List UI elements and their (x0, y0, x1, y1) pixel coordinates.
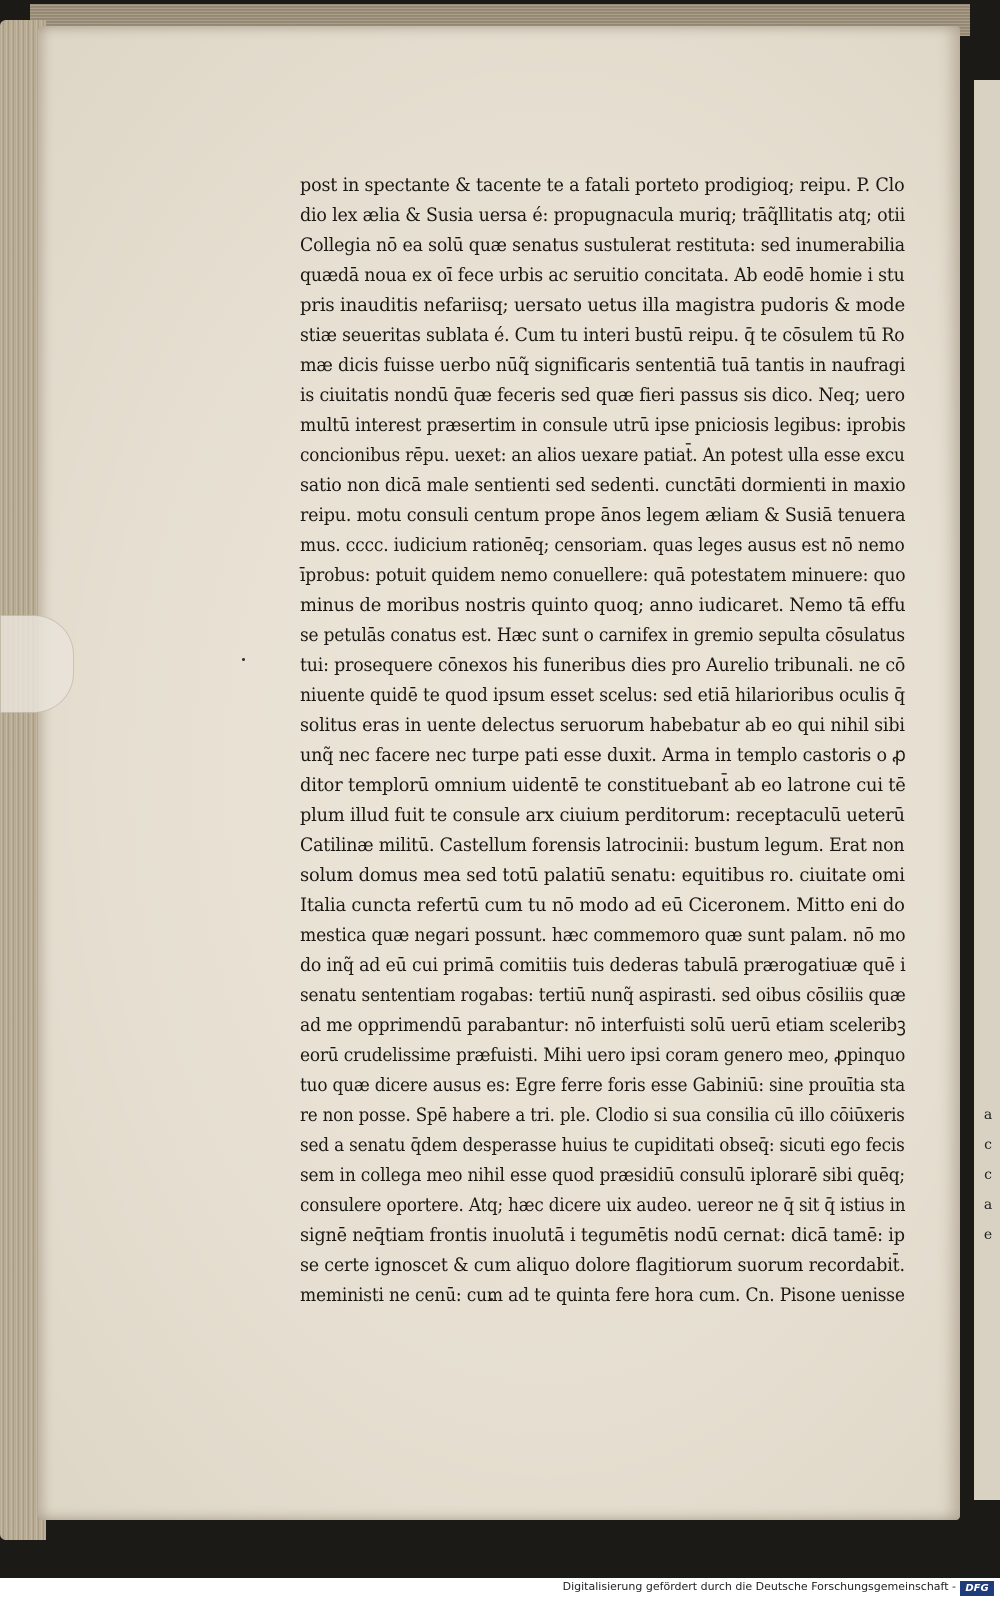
text-line: re non posse. Spē habere a tri. ple. Clodio si sua consilia cū illo cōiūxeris (300, 1104, 905, 1126)
adjacent-page-letters (978, 1100, 998, 1330)
margin-letter: a (983, 1197, 993, 1213)
text-line: Catilinæ militū. Castellum forensis latrocinii: bustum legum. Erat non (300, 834, 905, 856)
text-line: senatu sententiam rogabas: tertiū nunq̃ aspirasti. sed oibus cōsiliis quæ (300, 984, 906, 1006)
text-line: se petulās conatus est. Hæc sunt o carnifex in gremio sepulta cōsulatus (300, 624, 905, 646)
text-line: consulere oportere. Atq; hæc dicere uix audeo. uereor ne q̄ sit q̄ istius in (300, 1194, 906, 1216)
text-line: mestica quæ negari possunt. hæc commemoro quæ sunt palam. nō mo (300, 924, 906, 946)
text-line: meministi ne cenū: cum ad te quinta fere hora cum. Cn. Pisone uenisse (300, 1284, 905, 1306)
funding-credit: Digitalisierung gefördert durch die Deutsche Forschungsgemeinschaft - (562, 1580, 956, 1593)
text-line: post in spectante & tacente te a fatali porteto prodigioq; reipu. P. Clo (300, 174, 905, 196)
text-line: concionibus rēpu. uexet: an alios uexare patiat̄. An potest ulla esse excu (300, 444, 905, 466)
text-line: tuo quæ dicere ausus es: Egre ferre foris esse Gabiniū: sine prouītia sta (300, 1074, 905, 1096)
text-line: sed a senatu q̄dem desperasse huius te cupiditati obseq̄: sicuti ego fecis (300, 1134, 905, 1156)
margin-letter: a (983, 1107, 993, 1123)
text-line: quædā noua ex oī fece urbis ac seruitio concitata. Ab eodē homie i stu (300, 264, 905, 286)
page-tab-marker (0, 615, 74, 713)
text-line: pris inauditis nefariisq; uersato uetus illa magistra pudoris & mode (300, 294, 906, 316)
text-line: is ciuitatis nondū q̄uæ feceris sed quæ fieri passus sis dico. Neq; uero (300, 384, 905, 406)
text-line: ad me opprimendū parabantur: nō interfuisti solū uerū etiam sceleribꝫ (300, 1014, 906, 1036)
margin-letter: c (984, 1167, 992, 1183)
adjacent-page-edge (974, 80, 1000, 1500)
text-line: mæ dicis fuisse uerbo nūq̃ significaris sententiā tuā tantis in naufragi (300, 354, 906, 376)
incunable-text-block (300, 170, 910, 1310)
text-line: dio lex ælia & Susia uersa é: propugnacula muriq; trāq̃llitatis atq; otii (300, 204, 906, 226)
text-line: plum illud fuit te consule arx ciuium perditorum: receptaculū ueterū (300, 804, 905, 826)
dfg-logo: DFG (960, 1581, 994, 1596)
text-line: reipu. motu consuli centum prope ānos legem æliam & Susiā tenuera (300, 504, 906, 526)
ink-speck (242, 658, 245, 661)
text-line: signē neq̄tiam frontis inuolutā i tegumētis nodū cernat: dicā tamē: ip (300, 1224, 905, 1246)
text-line: do inq̃ ad eū cui primā comitiis tuis dederas tabulā prærogatiuæ quē i (300, 954, 906, 976)
text-line: solitus eras in uente delectus seruorum habebatur ab eo qui nihil sibi (300, 714, 905, 736)
text-line: stiæ seueritas sublata é. Cum tu interi bustū reipu. q̄ te cōsulem tū Ro (300, 324, 905, 346)
text-line: eorū crudelissime præfuisti. Mihi uero ipsi coram genero meo, ꝓpinquo (300, 1044, 906, 1066)
text-line: mus. cccc. iudicium rationēq; censoriam. quas leges ausus est nō nemo (300, 534, 905, 556)
text-line: Collegia nō ea solū quæ senatus sustulerat restituta: sed inumerabilia (300, 234, 905, 256)
margin-letter: e (983, 1227, 993, 1243)
text-line: tui: prosequere cōnexos his funeribus dies pro Aurelio tribunali. ne cō (300, 654, 906, 676)
digitization-footer (0, 1578, 1000, 1600)
text-line: se certe ignoscet & cum aliquo dolore flagitiorum suorum recordabit̄. (300, 1254, 905, 1276)
text-line: niuente quidē te quod ipsum esset scelus: sed etiā hilarioribus oculis q̄ (300, 684, 905, 706)
text-line: multū interest præsertim in consule utrū ipse pniciosis legibus: iprobis (300, 414, 906, 436)
text-line: minus de moribus nostris quinto quoq; anno iudicaret. Nemo tā effu (300, 594, 906, 616)
text-line: Italia cuncta refertū cum tu nō modo ad eū Ciceronem. Mitto eni do (300, 894, 905, 916)
text-line: īprobus: potuit quidem nemo conuellere: quā potestatem minuere: quo (300, 564, 906, 586)
text-line: ditor templorū omnium uidentē te constituebant̄ ab eo latrone cui tē (300, 774, 906, 796)
text-line: unq̃ nec facere nec turpe pati esse duxit. Arma in templo castoris o ꝓ (300, 744, 906, 766)
text-line: satio non dicā male sentienti sed sedenti. cunctāti dormienti in maxio (300, 474, 906, 496)
text-line: solum domus mea sed totū palatiū senatu: equitibus ro. ciuitate omi (300, 864, 905, 886)
margin-letter: c (984, 1137, 992, 1153)
text-line: sem in collega meo nihil esse quod præsidiū consulū iplorarē sibi quēq; (300, 1164, 905, 1186)
